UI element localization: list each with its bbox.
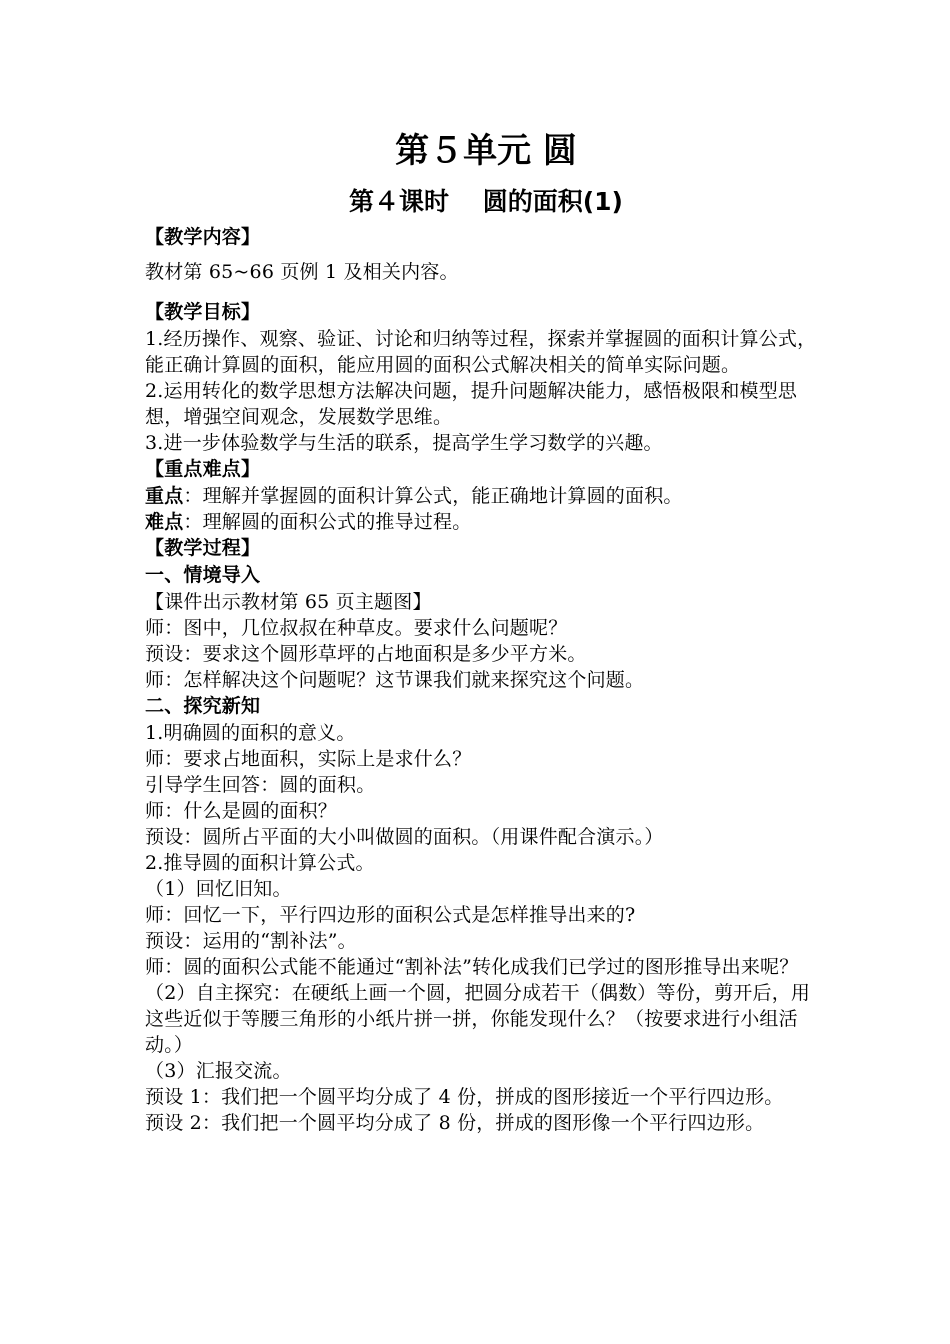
keypoints-heading: 【重点难点】 — [145, 458, 261, 480]
key-point-text: ：理解并掌握圆的面积计算公式，能正确地计算圆的面积。 — [183, 485, 683, 507]
paragraph-line: 预设：运用的“割补法”。 — [145, 930, 357, 952]
paragraph-line: 2.推导圆的面积计算公式。 — [145, 852, 375, 874]
key-point — [145, 483, 817, 509]
page-title: 第５单元 圆 — [395, 131, 577, 171]
paragraph-line: 师：要求占地面积，实际上是求什么？ — [145, 748, 472, 770]
paragraph-line: 师：什么是圆的面积？ — [145, 800, 338, 822]
goal-item: 3.进一步体验数学与生活的联系，提高学生学习数学的兴趣。 — [145, 432, 663, 454]
difficult-point — [145, 509, 817, 535]
content-text: 教材第 65~66 页例 1 及相关内容。 — [145, 261, 459, 283]
paragraph-line: （3）汇报交流。 — [145, 1060, 292, 1082]
lesson-subtitle: 第４课时 圆的面积(1) — [349, 187, 623, 216]
paragraph-line: 师：回忆一下，平行四边形的面积公式是怎样推导出来的? — [145, 904, 636, 926]
paragraph-line: 师：怎样解决这个问题呢？这节课我们就来探究这个问题。 — [145, 669, 645, 691]
paragraph-line: 引导学生回答：圆的面积。 — [145, 774, 376, 796]
paragraph-line: （1）回忆旧知。 — [145, 878, 292, 900]
paragraph-line: 1.明确圆的面积的意义。 — [145, 722, 356, 744]
goal-item: 2.运用转化的数学思想方法解决问题，提升问题解决能力，感悟极限和模型思想，增强空间观念，发展数学思维。 — [145, 380, 798, 428]
process-heading: 【教学过程】 — [145, 537, 261, 559]
paragraph-line: （2）自主探究：在硬纸上画一个圆，把圆分成若干（偶数）等份，剪开后，用这些近似于等腰三角形的小纸片拼一拼，你能发现什么？（按要求进行小组活动。） — [145, 982, 811, 1056]
content-heading: 【教学内容】 — [145, 226, 261, 248]
goal-item: 1.经历操作、观察、验证、讨论和归纳等过程，探索并掌握圆的面积计算公式，能正确计算圆的面积，能应用圆的面积公式解决相关的简单实际问题。 — [145, 328, 817, 376]
part2-heading: 二、探究新知 — [145, 695, 261, 717]
difficult-point-text: ：理解圆的面积公式的推导过程。 — [183, 511, 472, 533]
paragraph-line: 预设 1：我们把一个圆平均分成了 4 份，拼成的图形接近一个平行四边形。 — [145, 1086, 784, 1108]
part1-heading: 一、情境导入 — [145, 564, 261, 586]
paragraph-line: 预设：圆所占平面的大小叫做圆的面积。（用课件配合演示。） — [145, 826, 664, 848]
paragraph-line: 师：圆的面积公式能不能通过“割补法”转化成我们已学过的图形推导出来呢？ — [145, 956, 799, 978]
document-page — [145, 126, 817, 1136]
paragraph-line: 师：图中，几位叔叔在种草皮。要求什么问题呢？ — [145, 617, 568, 639]
paragraph-line: 【课件出示教材第 65 页主题图】 — [145, 591, 432, 613]
paragraph-line: 预设 2：我们把一个圆平均分成了 8 份，拼成的图形像一个平行四边形。 — [145, 1112, 765, 1134]
goals-heading: 【教学目标】 — [145, 301, 261, 323]
paragraph-line: 预设：要求这个圆形草坪的占地面积是多少平方米。 — [145, 643, 587, 665]
key-point-label: 重点 — [145, 485, 184, 507]
difficult-point-label: 难点 — [145, 511, 184, 533]
